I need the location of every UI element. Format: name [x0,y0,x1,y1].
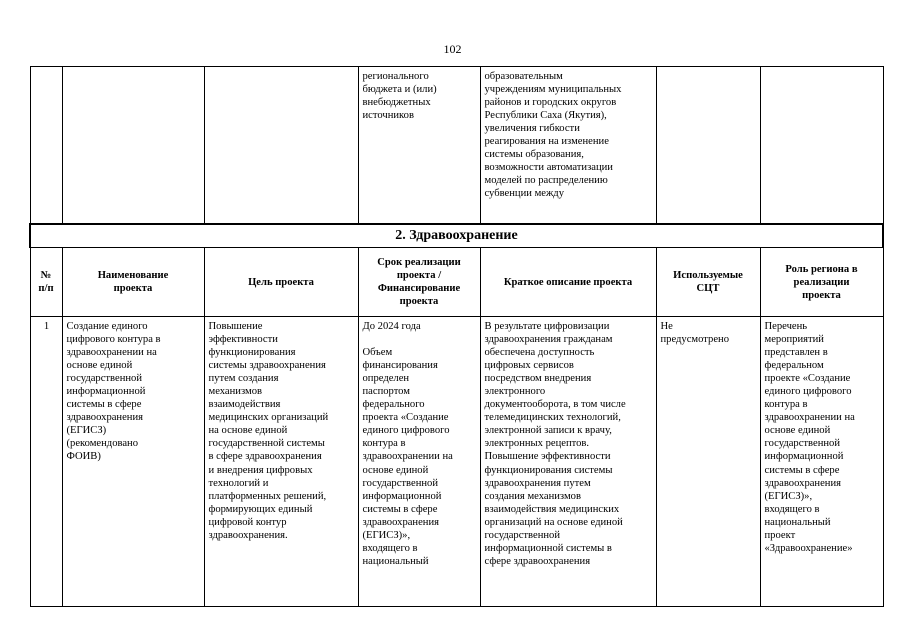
header-role: Роль региона в реализации проекта [760,248,883,317]
header-num: № п/п [30,248,62,317]
cont-cell-goal [204,67,358,225]
row-term: До 2024 года Объем финансирования определен паспортом федерального проекта «Создание единого цифрового контура в здравоохранении на основе единой государственной информационной системы в сфере здравоохранения (ЕГИСЗ)», входящего в национальный [358,317,480,607]
section-title: 2. Здравоохранение [30,224,883,248]
row-tech: Не предусмотрено [656,317,760,607]
cont-cell-desc: образовательным учреждениям муниципальных районов и городских округов Республики Саха (Якутия), увеличения гибкости реагирования на изменение системы образования, возможности автоматизации моделей по распределению субвенции между [480,67,656,225]
header-name: Наименование проекта [62,248,204,317]
section-row [30,224,883,248]
cont-cell-tech [656,67,760,225]
header-term: Срок реализации проекта / Финансирование проекта [358,248,480,317]
row-num: 1 [30,317,62,607]
continuation-row [30,67,883,225]
cont-cell-name [62,67,204,225]
table-row [30,317,883,607]
header-desc: Краткое описание проекта [480,248,656,317]
cont-cell-num [30,67,62,225]
header-tech: Используемые СЦТ [656,248,760,317]
row-goal: Повышение эффективности функционирования системы здравоохранения путем создания механизмов взаимодействия медицинских организаций на основе единой государственной системы в сфере здравоохранения и внедрения цифровых технологий и платформенных решений, формирующих единый цифровой контур здравоохранения. [204,317,358,607]
row-desc: В результате цифровизации здравоохранения гражданам обеспечена доступность цифровых сервисов посредством внедрения электронного документооборота, в том числе телемедицинских технологий, электронной записи к врачу, электронных рецептов. Повышение эффективности функционирования системы здравоохранения путем создания механизмов взаимодействия медицинских организаций на основе единой государственной информационной системы в сфере здравоохранения [480,317,656,607]
projects-table [29,66,884,607]
page-number: 102 [443,42,462,56]
row-role: Перечень мероприятий представлен в федеральном проекте «Создание единого цифрового контура в здравоохранении на основе единой государственной информационной системы в сфере здравоохранения (ЕГИСЗ)», входящего в национальный проект «Здравоохранение» [760,317,883,607]
cont-cell-role [760,67,883,225]
table-header-row [30,248,883,317]
cont-cell-term: регионального бюджета и (или) внебюджетных источников [358,67,480,225]
row-name: Создание единого цифрового контура в здравоохранении на основе единой государственной информационной системы в сфере здравоохранения (ЕГИСЗ) (рекомендовано ФОИВ) [62,317,204,607]
header-goal: Цель проекта [204,248,358,317]
